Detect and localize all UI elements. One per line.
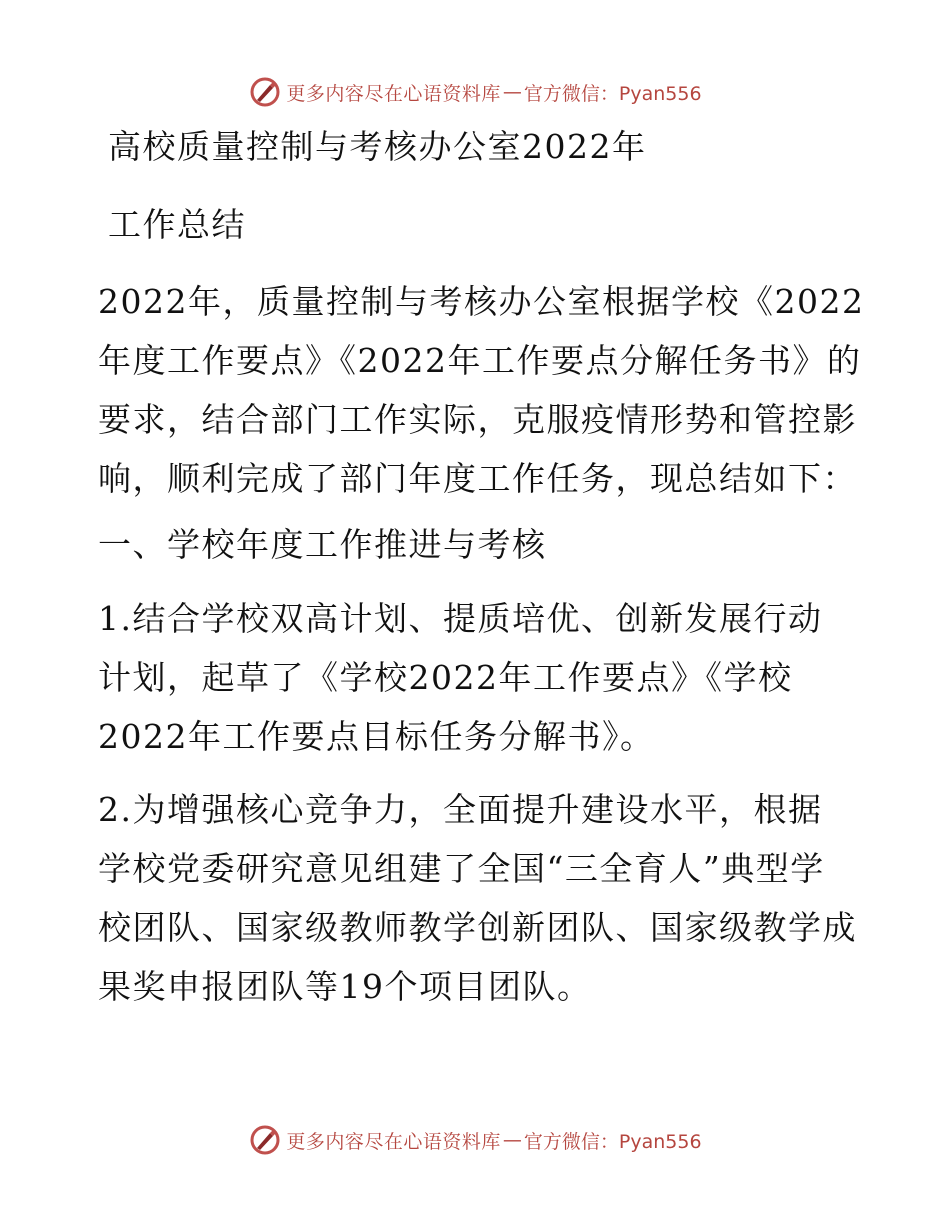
text-line: 学校党委研究意见组建了全国“三全育人”典型学 xyxy=(98,849,825,888)
section1-heading: 一、学校年度工作推进与考核 xyxy=(98,525,547,564)
text-line: 2022年，质量控制与考核办公室根据学校《2022 xyxy=(98,282,865,321)
text-line: 校团队、国家级教师教学创新团队、国家级教学成 xyxy=(98,908,857,947)
text-line: 计划，起草了《学校2022年工作要点》《学校 xyxy=(98,658,793,697)
watermark-text: 更多内容尽在心语资料库 xyxy=(286,1130,501,1153)
section-heading xyxy=(98,515,868,574)
text-line: 果奖申报团队等19个项目团队。 xyxy=(98,967,592,1006)
watermark-dash: — xyxy=(502,81,522,103)
text-line: 2.为增强核心竞争力，全面提升建设水平，根据 xyxy=(98,790,823,829)
item2-paragraph xyxy=(98,780,868,1016)
text-line: 2022年工作要点目标任务分解书》。 xyxy=(98,717,655,756)
watermark-contact: 官方微信：Pyan556 xyxy=(523,1130,702,1153)
intro-paragraph xyxy=(98,272,868,508)
document-subtitle: 工作总结 xyxy=(108,205,246,244)
watermark-text: 更多内容尽在心语资料库 xyxy=(286,82,501,105)
text-line: 要求，结合部门工作实际，克服疫情形势和管控影 xyxy=(98,400,857,439)
text-line: 年度工作要点》《2022年工作要点分解任务书》的 xyxy=(98,341,862,380)
watermark-header xyxy=(0,72,950,112)
text-line: 1.结合学校双高计划、提质培优、创新发展行动 xyxy=(98,599,823,638)
watermark-dash: — xyxy=(502,1129,522,1151)
watermark-footer xyxy=(0,1120,950,1160)
watermark-contact: 官方微信：Pyan556 xyxy=(523,82,702,105)
item1-paragraph xyxy=(98,589,868,766)
text-line: 响，顺利完成了部门年度工作任务，现总结如下： xyxy=(98,459,857,498)
pen-logo-icon xyxy=(248,75,282,109)
document-title: 高校质量控制与考核办公室2022年 xyxy=(108,127,647,166)
pen-logo-icon xyxy=(248,1123,282,1157)
